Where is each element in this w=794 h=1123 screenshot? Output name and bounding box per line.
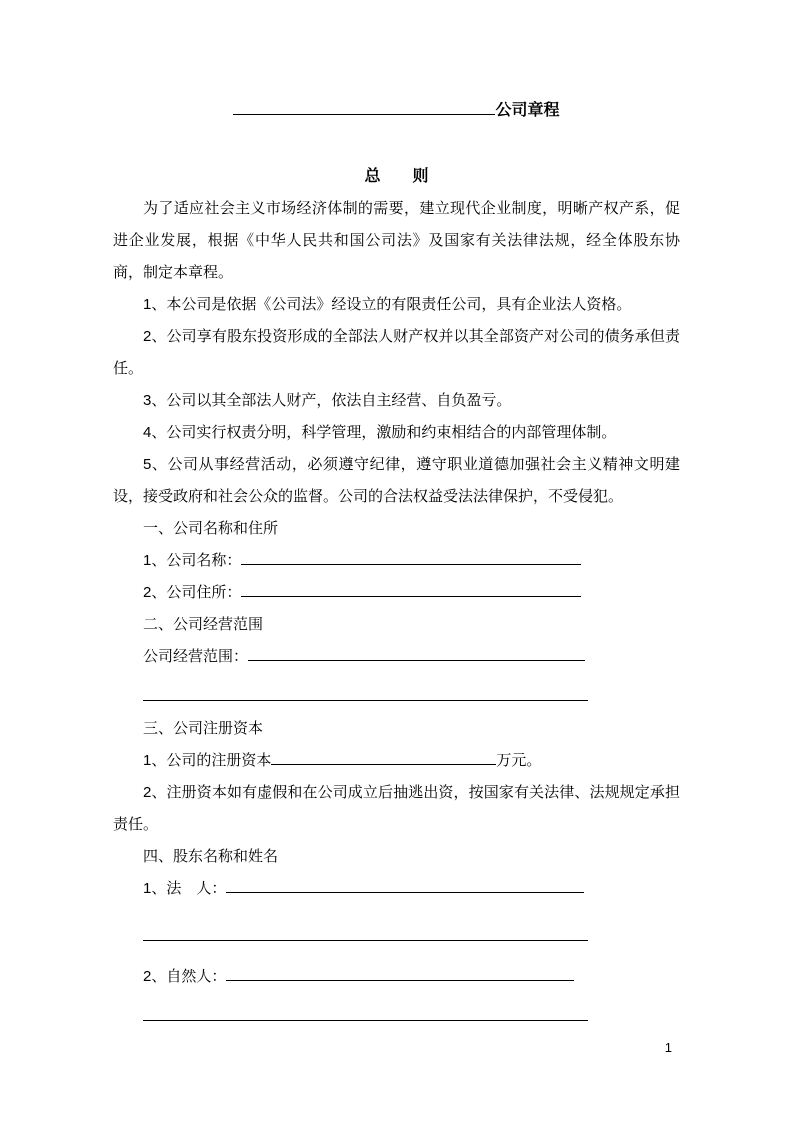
- business-scope-blank-line: [248, 645, 585, 661]
- title-text: 公司章程: [495, 102, 560, 119]
- registered-capital-blank-line: [271, 749, 496, 765]
- section-4-heading: 四、股东名称和姓名: [143, 848, 279, 865]
- capital-clause-2: 2、注册资本如有虚假和在公司成立后抽逃出资，按国家有关法律、法规规定承担责任。: [113, 784, 680, 833]
- clause-3: 3、公司以其全部法人财产，依法自主经营、自负盈亏。: [143, 392, 512, 409]
- legal-person-blank-line-2: [143, 925, 588, 941]
- business-scope-field: [113, 641, 680, 673]
- registered-capital-label: 1、公司的注册资本: [143, 752, 272, 769]
- section-1-heading: 一、公司名称和住所: [143, 520, 279, 537]
- section-2-heading: 二、公司经营范围: [143, 616, 264, 633]
- natural-person-blank-line-2: [143, 1005, 588, 1021]
- registered-capital-suffix: 万元。: [496, 752, 542, 769]
- registered-capital-field: [113, 745, 680, 777]
- page-number: 1: [664, 1040, 672, 1055]
- legal-person-field: [113, 873, 680, 905]
- company-name-blank-line: [241, 549, 581, 565]
- company-name-field: [113, 545, 680, 577]
- general-provisions-heading: 总 则: [364, 168, 429, 185]
- clause-2: 2、公司享有股东投资形成的全部法人财产权并以其全部资产对公司的债务承但责任。: [113, 328, 680, 377]
- natural-person-label: 2、自然人：: [143, 968, 227, 985]
- business-scope-continuation: [113, 681, 680, 713]
- legal-person-continuation: [113, 921, 680, 953]
- section-3-heading: 三、公司注册资本: [143, 720, 264, 737]
- legal-person-label: 1、法 人：: [143, 880, 227, 897]
- clause-4: 4、公司实行权责分明，科学管理，激励和约束相结合的内部管理体制。: [143, 424, 617, 441]
- company-address-blank-line: [241, 581, 581, 597]
- intro-paragraph: 为了适应社会主义市场经济体制的需要，建立现代企业制度，明晰产权产系，促进企业发展，根据《中华人民共和国公司法》及国家有关法律法规，经全体股东协商，制定本章程。: [113, 200, 680, 281]
- natural-person-blank-line: [226, 965, 574, 981]
- document-title: [113, 95, 680, 127]
- business-scope-blank-line-2: [143, 685, 588, 701]
- legal-person-blank-line: [226, 877, 584, 893]
- company-address-field: [113, 577, 680, 609]
- company-name-title-blank-line: [233, 99, 495, 115]
- clause-5: 5、公司从事经营活动，必须遵守纪律，遵守职业道德加强社会主义精神文明建设，接受政府和社会公众的监督。公司的合法权益受法法律保护，不受侵犯。: [113, 456, 680, 505]
- company-name-label: 1、公司名称：: [143, 552, 242, 569]
- clause-1: 1、本公司是依据《公司法》经设立的有限责任公司，具有企业法人资格。: [143, 296, 632, 313]
- natural-person-field: [113, 961, 680, 993]
- company-address-label: 2、公司住所：: [143, 584, 242, 601]
- natural-person-continuation: [113, 1001, 680, 1033]
- business-scope-label: 公司经营范围：: [143, 648, 249, 665]
